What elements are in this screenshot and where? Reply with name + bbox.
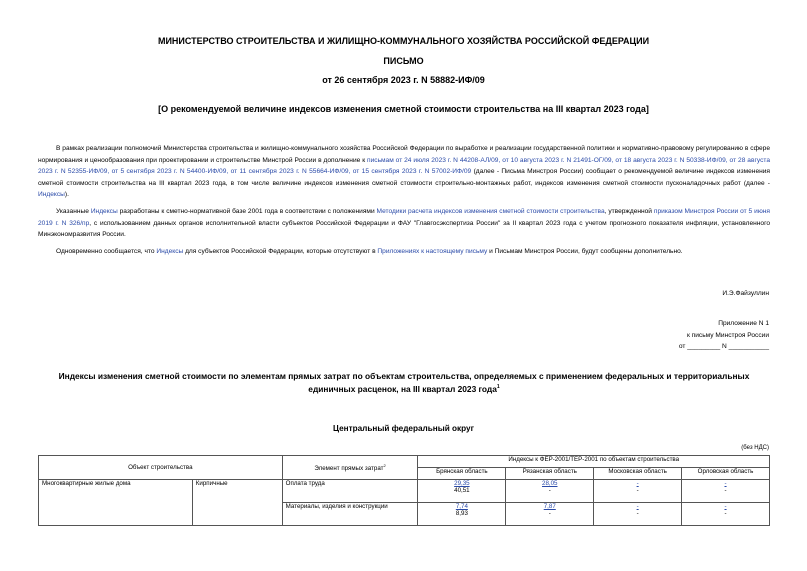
paragraph-3: Одновременно сообщается, что Индексы для субъектов Российской Федерации, которые отсутствуют в Приложениях к настоящему письму и Письмам Минстроя России, будут сообщены дополнительно. bbox=[56, 248, 683, 255]
link-appendices[interactable]: Приложениях к настоящему письму bbox=[377, 248, 488, 255]
index-cell: 28,05 - bbox=[506, 480, 594, 503]
signature: И.Э.Файзуллин bbox=[722, 290, 769, 297]
index-cell: 7,87 - bbox=[506, 503, 594, 526]
table-header-row bbox=[39, 456, 770, 468]
doc-date-number: от 26 сентября 2023 г. N 58882-ИФ/09 bbox=[322, 75, 485, 85]
region-header: Брянская область bbox=[418, 468, 506, 480]
header-element: Элемент прямых затрат$^2$ bbox=[282, 456, 418, 480]
table-row bbox=[39, 480, 770, 503]
element-name: Материалы, изделия и конструкции bbox=[282, 503, 418, 526]
object-type: Кирпичные bbox=[192, 480, 282, 526]
link-methodology[interactable]: Методики расчета индексов изменения сметной стоимости строительства bbox=[376, 208, 605, 215]
header-object: Объект строительства bbox=[39, 456, 283, 480]
index-cell: - - bbox=[682, 503, 770, 526]
region-header: Орловская область bbox=[682, 468, 770, 480]
index-table bbox=[38, 455, 770, 526]
appendix-header: Приложение N 1 к письму Минстроя России от _________ N ___________ bbox=[678, 320, 769, 351]
index-cell: 7,74 8,93 bbox=[418, 503, 506, 526]
index-cell: - - bbox=[594, 503, 682, 526]
index-cell: 29,35 40,51 bbox=[418, 480, 506, 503]
link-letters[interactable]: письмам от 24 июля 2023 г. N 44208-АЛ/09, от 10 августа 2023 г. N 21491-ОГ/09, от 18 августа 2023 г. N 50338-ИФ/09, от 28 августа 2023 г. N 52355-ИФ/09, от 5 сентября 2023 г. N 54400-ИФ/09, от 11 сентября 2023 г. N 55664-ИФ/09, от 15 сентября 2023 г. N 57002-ИФ/09 bbox=[38, 156, 770, 176]
district-title: Центральный федеральный округ bbox=[333, 424, 474, 433]
link-indexes[interactable]: Индексы bbox=[90, 208, 118, 215]
region-header: Рязанская область bbox=[506, 468, 594, 480]
doc-subject: [О рекомендуемой величине индексов изменения сметной стоимости строительства на III квартал 2023 года] bbox=[158, 104, 649, 114]
object-name: Многоквартирные жилые дома bbox=[39, 480, 193, 526]
vat-note: (без НДС) bbox=[741, 445, 769, 451]
header-indexes: Индексы к ФЕР-2001/ТЕР-2001 по объектам строительства bbox=[418, 456, 770, 468]
index-cell: - - bbox=[682, 480, 770, 503]
link-indexes[interactable]: Индексы bbox=[38, 191, 65, 199]
region-header: Московская область bbox=[594, 468, 682, 480]
table-title: Индексы изменения сметной стоимости по элементам прямых затрат по объектам строительства, определяемых с применением федеральных и территориальных единичных расценок, на III квартал 2023 года$^1$ bbox=[58, 371, 750, 394]
paragraph-2: Указанные Индексы разработаны к сметно-нормативной базе 2001 года в соответствии с положениями Методики расчета индексов изменения сметной стоимости строительства, утвержденной приказом Минстроя России от 5 июня 2019 г. N 326/пр, с использованием данных органов исполнительной власти субъектов Российской Федерации и ФАУ "Главгосэкспертиза России" за II квартал 2023 года с учетом прогнозного показателя инфляции, установленного Минэкономразвития России. bbox=[38, 208, 770, 239]
link-order[interactable]: приказом Минстроя России от 5 июня 2019 г. N 326/пр bbox=[38, 208, 770, 227]
index-cell: - - bbox=[594, 480, 682, 503]
element-name: Оплата труда bbox=[282, 480, 418, 503]
doc-type: ПИСЬМО bbox=[383, 56, 424, 66]
ministry-title: МИНИСТЕРСТВО СТРОИТЕЛЬСТВА И ЖИЛИЩНО-КОММУНАЛЬНОГО ХОЗЯЙСТВА РОССИЙСКОЙ ФЕДЕРАЦИИ bbox=[157, 36, 650, 46]
paragraph-1: В рамках реализации полномочий Министерства строительства и жилищно-коммунального хозяйства Российской Федерации по выработке и реализации государственной политики и нормативно-правовому регулированию в сфере нормирования и ценообразования при проектировании и строительстве Минстрой России в дополнение к письмам от 24 июля 2023 г. N 44208-АЛ/09, от 10 августа 2023 г. N 21491-ОГ/09, от 18 августа 2023 г. N 50338-ИФ/09, от 28 августа 2023 г. N 52355-ИФ/09, от 5 сентября 2023 г. N 54400-ИФ/09, от 11 сентября 2023 г. N 55664-ИФ/09, от 15 сентября 2023 г. N 57002-ИФ/09 (далее - Письма Минстроя России) сообщает о рекомендуемой величине индексов изменения сметной стоимости строительства на III квартал 2023 года, в том числе величине индексов изменения сметной стоимости строительно-монтажных работ, индексов изменения сметной стоимости пусконаладочных работ (далее - Индексы). bbox=[38, 145, 771, 199]
link-indexes[interactable]: Индексы bbox=[156, 248, 184, 255]
